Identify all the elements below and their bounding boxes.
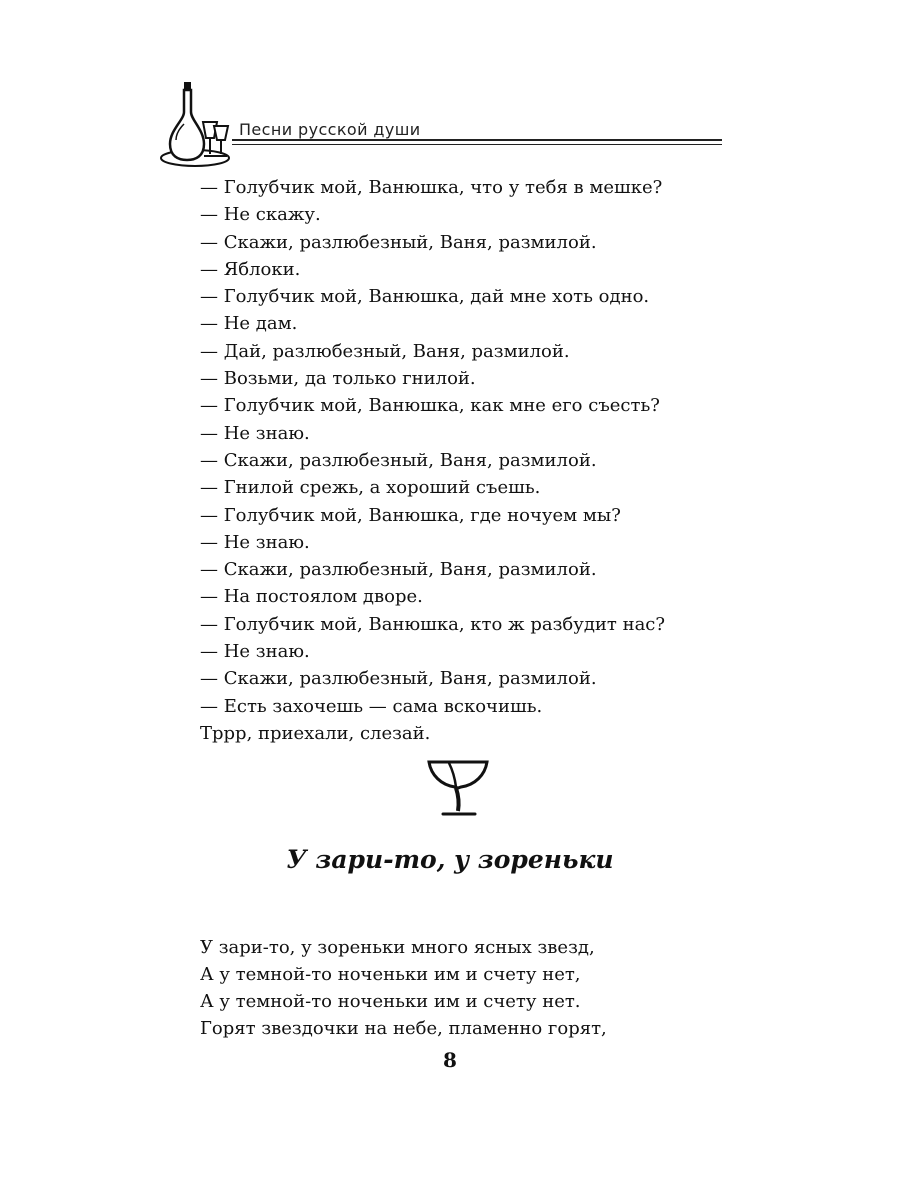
verse-line: А у темной-то ноченьки им и счету нет. <box>200 991 581 1012</box>
text-line: — Скажи, разлюбезный, Ваня, размилой. <box>200 668 597 690</box>
header-rule <box>232 139 722 141</box>
wine-glass-icon <box>425 757 491 819</box>
header-rule-thin <box>232 144 722 145</box>
verse-line: Горят звездочки на небе, пламенно горят, <box>200 1018 607 1039</box>
text-line: — Голубчик мой, Ванюшка, дай мне хоть одно. <box>200 286 650 308</box>
text-line: — Дай, разлюбезный, Ваня, размилой. <box>200 340 570 362</box>
text-line: — Голубчик мой, Ванюшка, где ночуем мы? <box>200 504 621 526</box>
running-title: Песни русской души <box>239 120 421 139</box>
text-line: — Скажи, разлюбезный, Ваня, размилой. <box>200 231 597 253</box>
dialog-verse <box>200 174 665 747</box>
decanter-and-glasses-icon <box>160 80 235 170</box>
text-line: — Не знаю. <box>200 531 310 553</box>
text-line: — Есть захочешь — сама вскочишь. <box>200 695 543 717</box>
text-line: — Голубчик мой, Ванюшка, кто ж разбудит нас? <box>200 613 666 635</box>
text-line: — Не скажу. <box>200 204 321 226</box>
text-line: — Гнилой срежь, а хороший съешь. <box>200 477 541 499</box>
verse-line: А у темной-то ноченьки им и счету нет, <box>200 964 581 985</box>
text-line: — На постоялом дворе. <box>200 586 423 608</box>
verse-line: У зари-то, у зореньки много ясных звезд, <box>200 937 595 958</box>
text-line: — Голубчик мой, Ванюшка, как мне его съесть? <box>200 395 660 417</box>
text-line: — Скажи, разлюбезный, Ваня, размилой. <box>200 449 597 471</box>
running-header <box>160 80 725 180</box>
text-line: — Не знаю. <box>200 641 310 663</box>
text-line: — Возьми, да только гнилой. <box>200 368 476 390</box>
song-title: У зари-то, у зореньки <box>286 845 614 874</box>
song-verse <box>200 934 607 1042</box>
text-line: — Яблоки. <box>200 258 301 280</box>
text-line: — Голубчик мой, Ванюшка, что у тебя в мешке? <box>200 177 663 198</box>
text-line: Тррр, приехали, слезай. <box>200 722 431 744</box>
text-line: — Не дам. <box>200 313 298 335</box>
page-number: 8 <box>443 1048 457 1072</box>
text-line: — Скажи, разлюбезный, Ваня, размилой. <box>200 559 597 581</box>
text-line: — Не знаю. <box>200 422 310 444</box>
